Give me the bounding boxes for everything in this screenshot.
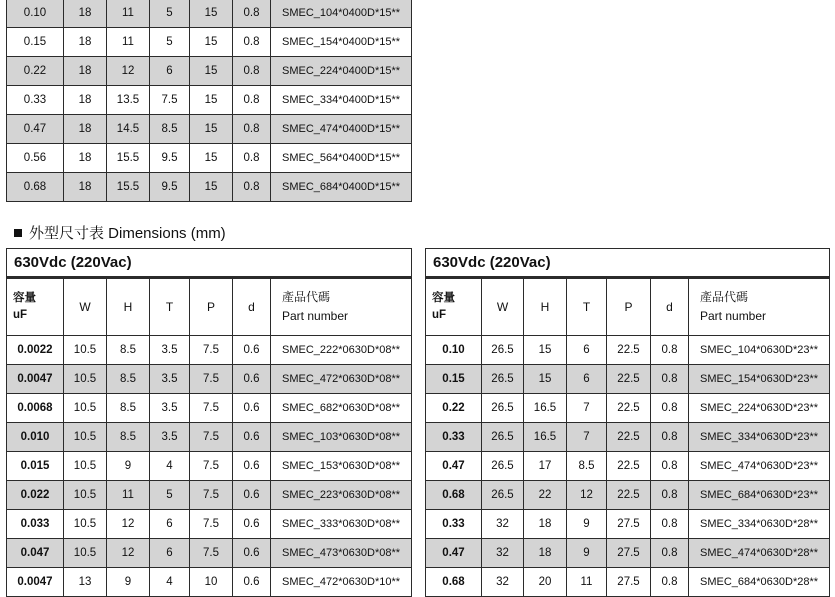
pitch-cell: 7.5 <box>190 423 233 452</box>
height-cell: 15 <box>524 365 567 394</box>
capacitance-cell: 0.0068 <box>7 394 64 423</box>
table-row <box>7 0 412 28</box>
part-number-cell: SMEC_224*0630D*23** <box>689 394 830 423</box>
width-cell: 10.5 <box>64 394 107 423</box>
pitch-cell: 10 <box>190 568 233 597</box>
part-number-cell: SMEC_684*0400D*15** <box>271 173 412 202</box>
table-row <box>426 568 830 597</box>
table-row <box>7 452 412 481</box>
capacitance-cell: 0.033 <box>7 510 64 539</box>
capacitance-cell: 0.15 <box>426 365 482 394</box>
header-unit-uf: uF <box>7 307 64 336</box>
pitch-cell: 7.5 <box>190 452 233 481</box>
header-w: W <box>64 278 107 336</box>
table-row <box>7 423 412 452</box>
table-row <box>7 394 412 423</box>
table-row <box>7 115 412 144</box>
width-cell: 26.5 <box>482 365 524 394</box>
width-cell: 18 <box>64 115 107 144</box>
part-number-cell: SMEC_472*0630D*08** <box>271 365 412 394</box>
capacitance-cell: 0.22 <box>426 394 482 423</box>
width-cell: 32 <box>482 539 524 568</box>
capacitance-cell: 0.10 <box>7 0 64 28</box>
table-row <box>7 173 412 202</box>
thickness-cell: 4 <box>150 452 190 481</box>
table-row <box>7 86 412 115</box>
height-cell: 11 <box>107 28 150 57</box>
height-cell: 22 <box>524 481 567 510</box>
header-part-number: Part number <box>689 307 830 336</box>
capacitance-cell: 0.0022 <box>7 336 64 365</box>
height-cell: 16.5 <box>524 423 567 452</box>
capacitance-cell: 0.68 <box>426 568 482 597</box>
height-cell: 17 <box>524 452 567 481</box>
lead-diameter-cell: 0.8 <box>651 568 689 597</box>
height-cell: 12 <box>107 510 150 539</box>
width-cell: 26.5 <box>482 394 524 423</box>
part-number-cell: SMEC_473*0630D*08** <box>271 539 412 568</box>
pitch-cell: 7.5 <box>190 539 233 568</box>
height-cell: 8.5 <box>107 394 150 423</box>
height-cell: 12 <box>107 539 150 568</box>
thickness-cell: 8.5 <box>150 115 190 144</box>
capacitance-cell: 0.0047 <box>7 365 64 394</box>
part-number-cell: SMEC_684*0630D*28** <box>689 568 830 597</box>
capacitance-cell: 0.47 <box>7 115 64 144</box>
width-cell: 18 <box>64 57 107 86</box>
pitch-cell: 22.5 <box>607 423 651 452</box>
pitch-cell: 22.5 <box>607 394 651 423</box>
width-cell: 10.5 <box>64 336 107 365</box>
header-d: d <box>651 278 689 336</box>
table-row <box>426 452 830 481</box>
lead-diameter-cell: 0.6 <box>233 568 271 597</box>
part-number-cell: SMEC_333*0630D*08** <box>271 510 412 539</box>
table-row <box>426 510 830 539</box>
lead-diameter-cell: 0.8 <box>233 144 271 173</box>
table-row <box>7 539 412 568</box>
header-capacity: 容量 <box>7 278 64 308</box>
pitch-cell: 7.5 <box>190 510 233 539</box>
part-number-cell: SMEC_472*0630D*10** <box>271 568 412 597</box>
pitch-cell: 15 <box>190 144 233 173</box>
width-cell: 32 <box>482 510 524 539</box>
capacitance-cell: 0.68 <box>7 173 64 202</box>
lead-diameter-cell: 0.6 <box>233 452 271 481</box>
thickness-cell: 5 <box>150 0 190 28</box>
width-cell: 18 <box>64 0 107 28</box>
pitch-cell: 7.5 <box>190 365 233 394</box>
width-cell: 32 <box>482 568 524 597</box>
header-product-code: 產品代碼 <box>689 278 830 308</box>
part-number-cell: SMEC_682*0630D*08** <box>271 394 412 423</box>
thickness-cell: 5 <box>150 481 190 510</box>
part-number-cell: SMEC_223*0630D*08** <box>271 481 412 510</box>
thickness-cell: 3.5 <box>150 394 190 423</box>
table-row <box>426 423 830 452</box>
thickness-cell: 9.5 <box>150 144 190 173</box>
height-cell: 18 <box>524 510 567 539</box>
table-row <box>7 144 412 173</box>
height-cell: 13.5 <box>107 86 150 115</box>
width-cell: 18 <box>64 144 107 173</box>
pitch-cell: 15 <box>190 0 233 28</box>
capacitance-cell: 0.68 <box>426 481 482 510</box>
lead-diameter-cell: 0.8 <box>651 336 689 365</box>
height-cell: 16.5 <box>524 394 567 423</box>
pitch-cell: 27.5 <box>607 568 651 597</box>
table-title: 630Vdc (220Vac) <box>7 249 412 278</box>
thickness-cell: 11 <box>567 568 607 597</box>
height-cell: 9 <box>107 452 150 481</box>
part-number-cell: SMEC_154*0400D*15** <box>271 28 412 57</box>
height-cell: 8.5 <box>107 365 150 394</box>
capacitance-cell: 0.56 <box>7 144 64 173</box>
height-cell: 15.5 <box>107 173 150 202</box>
width-cell: 10.5 <box>64 452 107 481</box>
lead-diameter-cell: 0.8 <box>233 28 271 57</box>
header-p: P <box>607 278 651 336</box>
lead-diameter-cell: 0.8 <box>233 86 271 115</box>
lead-diameter-cell: 0.8 <box>651 394 689 423</box>
pitch-cell: 7.5 <box>190 394 233 423</box>
width-cell: 26.5 <box>482 452 524 481</box>
lead-diameter-cell: 0.6 <box>233 423 271 452</box>
table-row <box>7 28 412 57</box>
capacitance-cell: 0.010 <box>7 423 64 452</box>
lead-diameter-cell: 0.6 <box>233 481 271 510</box>
header-t: T <box>567 278 607 336</box>
capacitance-cell: 0.047 <box>7 539 64 568</box>
header-t: T <box>150 278 190 336</box>
pitch-cell: 15 <box>190 57 233 86</box>
width-cell: 10.5 <box>64 481 107 510</box>
dimensions-table-left <box>6 248 412 597</box>
table-row <box>7 481 412 510</box>
pitch-cell: 22.5 <box>607 481 651 510</box>
lead-diameter-cell: 0.8 <box>233 173 271 202</box>
header-capacity: 容量 <box>426 278 482 308</box>
thickness-cell: 5 <box>150 28 190 57</box>
part-number-cell: SMEC_564*0400D*15** <box>271 144 412 173</box>
lead-diameter-cell: 0.6 <box>233 394 271 423</box>
table-row <box>426 336 830 365</box>
width-cell: 13 <box>64 568 107 597</box>
part-number-cell: SMEC_474*0630D*23** <box>689 452 830 481</box>
section-heading-text: 外型尺寸表 Dimensions (mm) <box>29 225 226 242</box>
capacitance-cell: 0.33 <box>7 86 64 115</box>
thickness-cell: 12 <box>567 481 607 510</box>
pitch-cell: 27.5 <box>607 539 651 568</box>
part-number-cell: SMEC_474*0630D*28** <box>689 539 830 568</box>
part-number-cell: SMEC_103*0630D*08** <box>271 423 412 452</box>
thickness-cell: 3.5 <box>150 365 190 394</box>
width-cell: 18 <box>64 28 107 57</box>
width-cell: 10.5 <box>64 539 107 568</box>
lead-diameter-cell: 0.6 <box>233 365 271 394</box>
thickness-cell: 7 <box>567 394 607 423</box>
part-number-cell: SMEC_104*0630D*23** <box>689 336 830 365</box>
thickness-cell: 3.5 <box>150 423 190 452</box>
thickness-cell: 9 <box>567 539 607 568</box>
part-number-cell: SMEC_334*0630D*23** <box>689 423 830 452</box>
pitch-cell: 15 <box>190 28 233 57</box>
table-row <box>7 57 412 86</box>
capacitance-cell: 0.10 <box>426 336 482 365</box>
lead-diameter-cell: 0.8 <box>233 115 271 144</box>
width-cell: 26.5 <box>482 423 524 452</box>
part-number-cell: SMEC_684*0630D*23** <box>689 481 830 510</box>
part-number-cell: SMEC_153*0630D*08** <box>271 452 412 481</box>
capacitance-cell: 0.22 <box>7 57 64 86</box>
header-h: H <box>107 278 150 336</box>
thickness-cell: 7.5 <box>150 86 190 115</box>
thickness-cell: 3.5 <box>150 336 190 365</box>
capacitance-cell: 0.47 <box>426 539 482 568</box>
height-cell: 18 <box>524 539 567 568</box>
width-cell: 18 <box>64 86 107 115</box>
header-w: W <box>482 278 524 336</box>
height-cell: 20 <box>524 568 567 597</box>
table-row <box>7 568 412 597</box>
lead-diameter-cell: 0.6 <box>233 539 271 568</box>
table-row <box>7 365 412 394</box>
height-cell: 11 <box>107 481 150 510</box>
header-d: d <box>233 278 271 336</box>
header-product-code: 產品代碼 <box>271 278 412 308</box>
thickness-cell: 9 <box>567 510 607 539</box>
part-number-cell: SMEC_104*0400D*15** <box>271 0 412 28</box>
height-cell: 14.5 <box>107 115 150 144</box>
table-row <box>7 336 412 365</box>
pitch-cell: 22.5 <box>607 365 651 394</box>
part-number-cell: SMEC_334*0630D*28** <box>689 510 830 539</box>
height-cell: 9 <box>107 568 150 597</box>
lead-diameter-cell: 0.8 <box>651 539 689 568</box>
part-number-cell: SMEC_154*0630D*23** <box>689 365 830 394</box>
lead-diameter-cell: 0.6 <box>233 336 271 365</box>
table-row <box>426 481 830 510</box>
header-h: H <box>524 278 567 336</box>
thickness-cell: 8.5 <box>567 452 607 481</box>
pitch-cell: 7.5 <box>190 336 233 365</box>
lead-diameter-cell: 0.8 <box>651 510 689 539</box>
pitch-cell: 7.5 <box>190 481 233 510</box>
width-cell: 10.5 <box>64 365 107 394</box>
capacitance-cell: 0.47 <box>426 452 482 481</box>
table-title: 630Vdc (220Vac) <box>426 249 830 278</box>
capacitance-cell: 0.33 <box>426 510 482 539</box>
part-number-cell: SMEC_222*0630D*08** <box>271 336 412 365</box>
header-p: P <box>190 278 233 336</box>
lead-diameter-cell: 0.6 <box>233 510 271 539</box>
table-row <box>7 510 412 539</box>
height-cell: 15.5 <box>107 144 150 173</box>
lead-diameter-cell: 0.8 <box>651 481 689 510</box>
table-row <box>426 365 830 394</box>
pitch-cell: 15 <box>190 173 233 202</box>
square-bullet-icon <box>14 229 22 237</box>
top-capacitor-table <box>6 0 412 202</box>
lead-diameter-cell: 0.8 <box>651 452 689 481</box>
lead-diameter-cell: 0.8 <box>233 57 271 86</box>
capacitance-cell: 0.15 <box>7 28 64 57</box>
width-cell: 10.5 <box>64 510 107 539</box>
lead-diameter-cell: 0.8 <box>233 0 271 28</box>
height-cell: 8.5 <box>107 336 150 365</box>
thickness-cell: 9.5 <box>150 173 190 202</box>
section-heading <box>14 222 226 243</box>
dimensions-table-right <box>425 248 830 597</box>
height-cell: 12 <box>107 57 150 86</box>
height-cell: 11 <box>107 0 150 28</box>
pitch-cell: 15 <box>190 115 233 144</box>
capacitance-cell: 0.0047 <box>7 568 64 597</box>
table-row <box>426 394 830 423</box>
capacitance-cell: 0.015 <box>7 452 64 481</box>
thickness-cell: 6 <box>150 57 190 86</box>
pitch-cell: 22.5 <box>607 452 651 481</box>
capacitance-cell: 0.022 <box>7 481 64 510</box>
part-number-cell: SMEC_224*0400D*15** <box>271 57 412 86</box>
table-row <box>426 539 830 568</box>
width-cell: 18 <box>64 173 107 202</box>
thickness-cell: 7 <box>567 423 607 452</box>
header-unit-uf: uF <box>426 307 482 336</box>
thickness-cell: 6 <box>150 510 190 539</box>
thickness-cell: 6 <box>567 365 607 394</box>
thickness-cell: 6 <box>567 336 607 365</box>
height-cell: 8.5 <box>107 423 150 452</box>
part-number-cell: SMEC_474*0400D*15** <box>271 115 412 144</box>
pitch-cell: 15 <box>190 86 233 115</box>
thickness-cell: 4 <box>150 568 190 597</box>
capacitance-cell: 0.33 <box>426 423 482 452</box>
width-cell: 10.5 <box>64 423 107 452</box>
width-cell: 26.5 <box>482 481 524 510</box>
lead-diameter-cell: 0.8 <box>651 423 689 452</box>
pitch-cell: 22.5 <box>607 336 651 365</box>
header-part-number: Part number <box>271 307 412 336</box>
width-cell: 26.5 <box>482 336 524 365</box>
thickness-cell: 6 <box>150 539 190 568</box>
part-number-cell: SMEC_334*0400D*15** <box>271 86 412 115</box>
pitch-cell: 27.5 <box>607 510 651 539</box>
lead-diameter-cell: 0.8 <box>651 365 689 394</box>
height-cell: 15 <box>524 336 567 365</box>
